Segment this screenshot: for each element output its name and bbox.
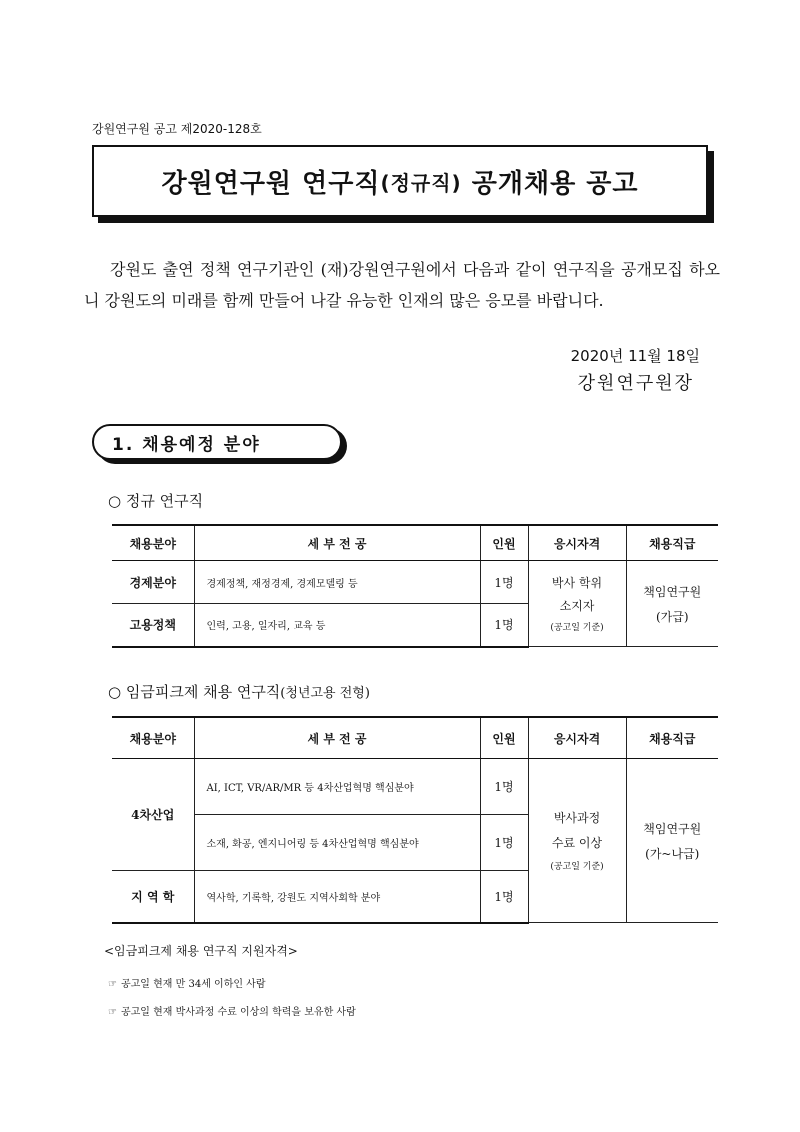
- requirements-title: <임금피크제 채용 연구직 지원자격>: [104, 944, 298, 958]
- major-cell: 역사학, 기록학, 강원도 지역사회학 분야: [194, 871, 480, 923]
- requirement-text: 공고일 현재 박사과정 수료 이상의 학력을 보유한 사람: [120, 1007, 356, 1018]
- table-row: [112, 561, 718, 604]
- grade-line: 책임연구원: [643, 821, 702, 836]
- table-header-row: [112, 717, 718, 759]
- notice-number: 강원연구원 공고 제2020-128호: [92, 122, 262, 136]
- major-cell: 소재, 화공, 엔지니어링 등 4차산업혁명 핵심분야: [194, 815, 480, 871]
- table-row: [112, 759, 718, 815]
- qualification-note: (공고일 기준): [550, 862, 604, 872]
- grade-cell: [626, 759, 718, 923]
- qualification-cell: [528, 759, 626, 923]
- pointer-icon: ☞: [108, 979, 117, 990]
- col-header: 응시자격: [528, 525, 626, 561]
- col-header: 채용직급: [626, 717, 718, 759]
- major-cell: 인력, 고용, 일자리, 교육 등: [194, 604, 480, 647]
- field-cell: 지 역 학: [112, 871, 194, 923]
- grade-cell: [626, 561, 718, 647]
- field-cell: 4차산업: [112, 759, 194, 871]
- title-part-2: 공개채용 공고: [461, 168, 639, 199]
- intro-text: 강원도 출연 정책 연구기관인 (재)강원연구원에서 다음과 같이 연구직을 공개모집 하오니 강원도의 미래를 함께 만들어 나갈 유능한 인재의 많은 응모를 바랍니다.: [84, 260, 720, 310]
- field-cell: 경제분야: [112, 561, 194, 604]
- requirement-item: [108, 1003, 356, 1018]
- qualification-line: 박사 학위: [551, 576, 603, 590]
- col-header: 채용분야: [112, 525, 194, 561]
- qualification-note: (공고일 기준): [550, 623, 604, 633]
- count-cell: 1명: [480, 561, 528, 604]
- col-header: 세 부 전 공: [194, 525, 480, 561]
- pointer-icon: ☞: [108, 1007, 117, 1018]
- grade-line: (가급): [655, 609, 689, 624]
- peak-subheading: [108, 681, 370, 702]
- count-cell: 1명: [480, 759, 528, 815]
- major-cell: 경제정책, 재정경제, 경제모델링 등: [194, 561, 480, 604]
- requirement-item: [108, 975, 266, 990]
- peak-table: [112, 716, 718, 924]
- col-header: 채용분야: [112, 717, 194, 759]
- field-cell: 고용정책: [112, 604, 194, 647]
- section-heading-1: 1. 채용예정 분야: [92, 424, 342, 460]
- count-cell: 1명: [480, 604, 528, 647]
- col-header: 인원: [480, 717, 528, 759]
- col-header: 세 부 전 공: [194, 717, 480, 759]
- regular-subheading: ○ 정규 연구직: [108, 492, 204, 510]
- signer: 강원연구원장: [577, 373, 694, 394]
- count-cell: 1명: [480, 815, 528, 871]
- peak-heading-note: (청년고용 전형): [280, 686, 370, 701]
- grade-line: 책임연구원: [643, 584, 702, 599]
- qualification-line: 소지자: [559, 599, 595, 613]
- qualification-line: 박사과정: [553, 811, 601, 825]
- col-header: 응시자격: [528, 717, 626, 759]
- regular-table: [112, 524, 718, 648]
- notice-date: 2020년 11월 18일: [570, 347, 700, 365]
- title-part-1: 강원연구원 연구직: [161, 168, 381, 199]
- page-title: [92, 145, 708, 217]
- peak-heading-text: ○ 임금피크제 채용 연구직: [108, 683, 281, 701]
- table-header-row: [112, 525, 718, 561]
- intro-paragraph: [84, 254, 720, 316]
- title-paren: (정규직): [380, 170, 462, 195]
- col-header: 채용직급: [626, 525, 718, 561]
- qualification-line: 수료 이상: [551, 836, 603, 850]
- grade-line: (가~나급): [645, 846, 700, 861]
- count-cell: 1명: [480, 871, 528, 923]
- requirement-text: 공고일 현재 만 34세 이하인 사람: [120, 979, 266, 990]
- qualification-cell: [528, 561, 626, 647]
- col-header: 인원: [480, 525, 528, 561]
- major-cell: AI, ICT, VR/AR/MR 등 4차산업혁명 핵심분야: [194, 759, 480, 815]
